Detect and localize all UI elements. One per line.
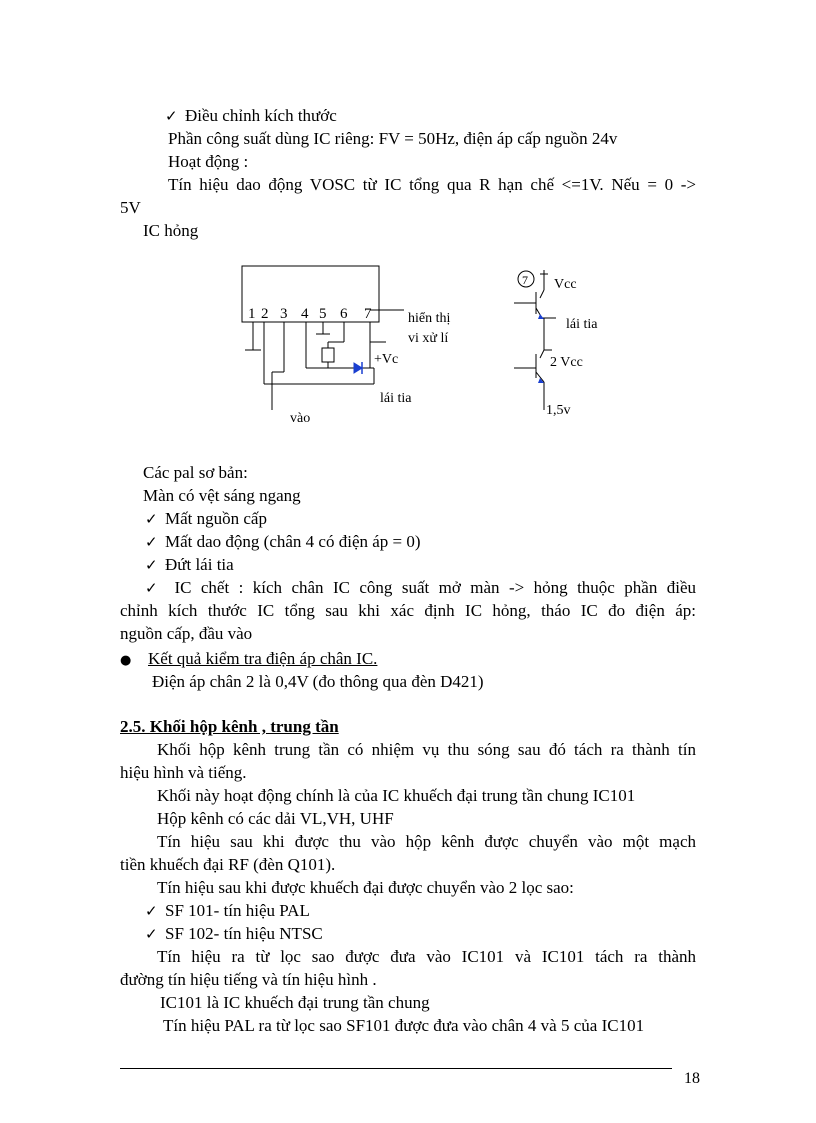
pin-label: 2 xyxy=(261,306,269,322)
label-supply: +Vc xyxy=(374,352,399,367)
line-text: Đứt lái tia xyxy=(165,555,234,574)
pin-label: 7 xyxy=(364,306,372,322)
pin-label: 5 xyxy=(319,306,327,322)
label-deflect: lái tia xyxy=(380,391,412,406)
para-line: Tín hiệu ra từ lọc sao được đưa vào IC101 và IC101 tách ra thành xyxy=(157,947,696,966)
line-text: IC chết : kích chân IC công suất mở màn -> hỏng thuộc phần điều xyxy=(174,578,697,597)
label-input: vào xyxy=(290,411,311,426)
para-line: Khối hộp kênh trung tần có nhiệm vụ thu sóng sau đó tách ra thành tín xyxy=(157,740,696,759)
check-icon: ✓ xyxy=(145,510,158,528)
pin-label: 1 xyxy=(248,306,256,322)
label-vcc-2: 2 Vcc xyxy=(550,355,583,370)
para-line: hiệu hình và tiếng. xyxy=(120,763,247,782)
para-line: Khối này hoạt động chính là của IC khuếch đại trung tần chung IC101 xyxy=(157,786,636,805)
pin-label: 6 xyxy=(340,306,348,322)
label-deflect-right: lái tia xyxy=(566,317,598,332)
check-icon: ✓ xyxy=(145,902,158,920)
para-line: Tín hiệu sau khi được thu vào hộp kênh được chuyển vào một mạch xyxy=(157,832,696,851)
label-vcc-top: Vcc xyxy=(554,277,577,292)
basic-faults-label: Các pal sơ bản: xyxy=(143,463,248,482)
para-line: IC101 là IC khuếch đại trung tần chung xyxy=(160,993,430,1012)
label-processor: vi xử lí xyxy=(408,331,449,346)
check-item-sf101 xyxy=(145,900,310,922)
line-text: Kết quả kiểm tra điện áp chân IC. xyxy=(148,649,378,668)
para-line: Hộp kênh có các dải VL,VH, UHF xyxy=(157,809,394,828)
horizontal-line-fault: Màn có vệt sáng ngang xyxy=(143,486,301,505)
para-line: Tín hiệu sau khi được khuếch đại được chuyển vào 2 lọc sao: xyxy=(157,878,574,897)
footer-divider xyxy=(120,1068,672,1069)
line-text: Điều chỉnh kích thước xyxy=(185,106,337,125)
pin-label: 3 xyxy=(280,306,288,322)
ic-circuit-diagram xyxy=(236,262,476,432)
check-item-size-adjust xyxy=(165,105,337,127)
operation-label: Hoạt động : xyxy=(168,152,249,171)
ic-broken-label: IC hỏng xyxy=(143,221,199,240)
vosc-line: Tín hiệu dao động VOSC từ IC tổng qua R hạn chế <=1V. Nếu = 0 -> xyxy=(168,175,696,194)
check-icon: ✓ xyxy=(145,925,158,943)
transistor-diagram xyxy=(506,262,636,422)
pin-marker-label: 7 xyxy=(522,273,528,287)
page-number: 18 xyxy=(684,1070,700,1087)
line-text: Mất dao động (chân 4 có điện áp = 0) xyxy=(165,532,421,551)
para-line: tiền khuếch đại RF (đèn Q101). xyxy=(120,855,336,874)
bullet-test-result xyxy=(120,648,377,672)
check-item-no-power xyxy=(145,508,267,530)
check-icon: ✓ xyxy=(145,579,158,597)
section-heading: 2.5. Khối hộp kênh , trung tần xyxy=(120,717,339,736)
bullet-icon: ● xyxy=(120,653,132,668)
pin-label: 4 xyxy=(301,306,309,322)
dead-ic-line-3: nguồn cấp, đầu vào xyxy=(120,624,253,643)
check-item-sf102 xyxy=(145,923,323,945)
line-text: Mất nguồn cấp xyxy=(165,509,267,528)
check-icon: ✓ xyxy=(145,556,158,574)
line-text: SF 102- tín hiệu NTSC xyxy=(165,924,323,943)
check-icon: ✓ xyxy=(145,533,158,551)
check-icon: ✓ xyxy=(165,107,178,125)
emitter-arrow-icon xyxy=(538,314,544,319)
pin2-voltage-line: Điện áp chân 2 là 0,4V (đo thông qua đèn D421) xyxy=(152,672,484,691)
diode-icon xyxy=(354,362,362,374)
para-line: Tín hiệu PAL ra từ lọc sao SF101 được đưa vào chân 4 và 5 của IC101 xyxy=(163,1016,645,1035)
vosc-line-cont: 5V xyxy=(120,198,141,217)
label-bottom-voltage: 1,5v xyxy=(546,403,571,418)
check-item-broken-deflection xyxy=(145,554,234,576)
line-text: SF 101- tín hiệu PAL xyxy=(165,901,310,920)
dead-ic-line-2: chỉnh kích thước IC tổng sau khi xác định IC hỏng, tháo IC đo điện áp: xyxy=(120,601,696,620)
check-item-dead-ic xyxy=(145,577,696,599)
para-line: đường tín hiệu tiếng và tín hiệu hình . xyxy=(120,970,377,989)
label-display: hiển thị xyxy=(408,311,451,326)
check-item-no-oscillation xyxy=(145,531,421,553)
power-section-line: Phần công suất dùng IC riêng: FV = 50Hz, điện áp cấp nguồn 24v xyxy=(168,129,618,148)
